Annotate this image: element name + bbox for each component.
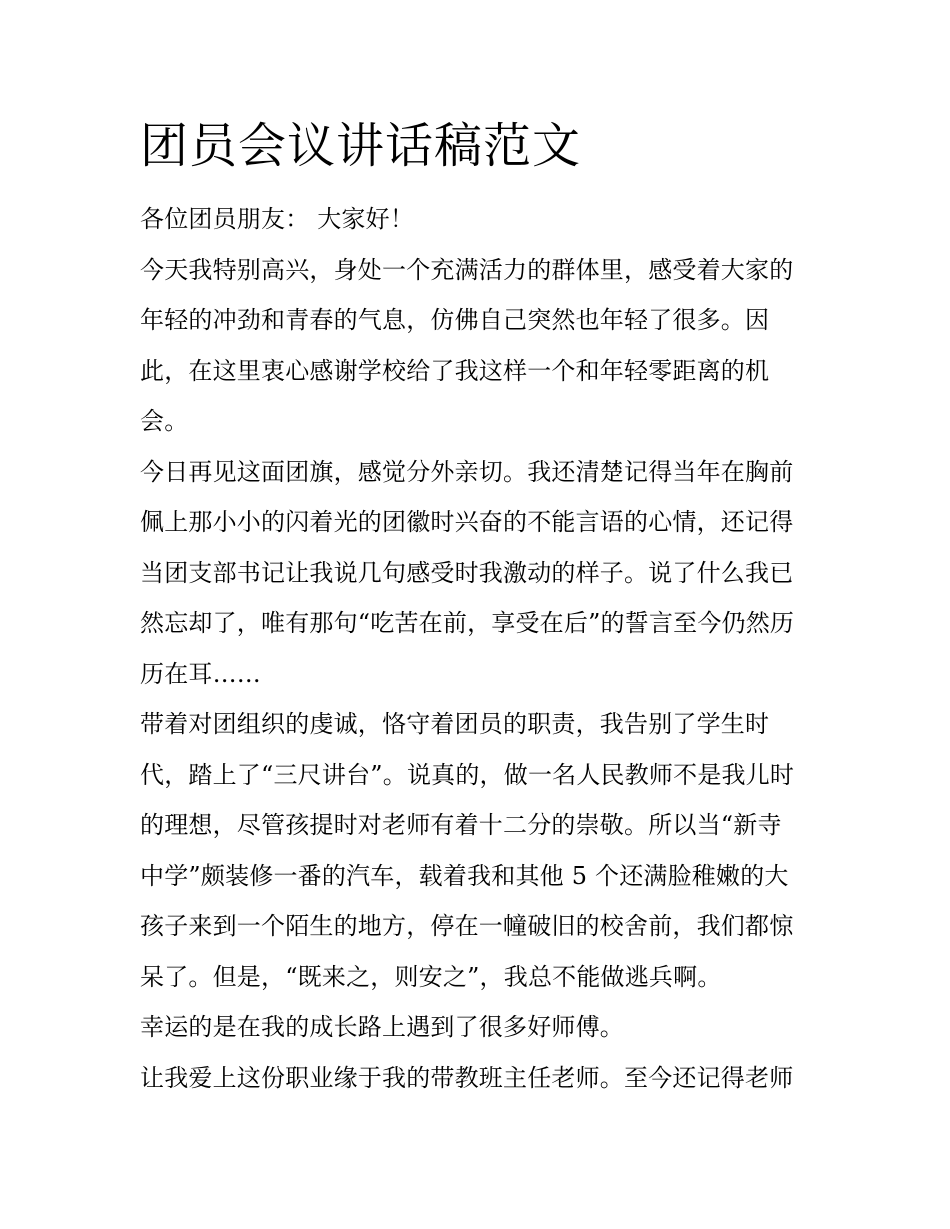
document-page bbox=[140, 110, 820, 1103]
text-line: 此，在这里衷心感谢学校给了我这样一个和年轻零距离的机 bbox=[140, 356, 770, 385]
text-line: 今日再见这面团旗，感觉分外亲切。我还清楚记得当年在胸前 bbox=[140, 457, 794, 486]
text-line: 幸运的是在我的成长路上遇到了很多好师傅。 bbox=[140, 1013, 624, 1041]
document-body bbox=[140, 194, 820, 1103]
text-line: 的理想，尽管孩提时对老师有着十二分的崇敬。所以当“新寺 bbox=[140, 811, 782, 839]
text-line: 让我爱上这份职业缘于我的带教班主任老师。至今还记得老师 bbox=[140, 1063, 794, 1092]
text-line: 孩子来到一个陌生的地方，停在一幢破旧的校舍前，我们都惊 bbox=[140, 912, 794, 940]
text-line: 今天我特别高兴，身处一个充满活力的群体里，感受着大家的 bbox=[140, 255, 794, 284]
text-line: 带着对团组织的虔诚，恪守着团员的职责，我告别了学生时 bbox=[140, 710, 770, 738]
text-line: 然忘却了，唯有那句“吃苦在前，享受在后”的誓言至今仍然历 bbox=[140, 609, 795, 637]
text-line: 代，踏上了“三尺讲台”。说真的，做一名人民教师不是我儿时 bbox=[140, 760, 795, 789]
text-line: 年轻的冲劲和青春的气息，仿佛自己突然也年轻了很多。因 bbox=[140, 306, 770, 334]
text-line: 当团支部书记让我说几句感受时我激动的样子。说了什么我已 bbox=[140, 558, 794, 587]
text-line: 会。 bbox=[140, 407, 189, 435]
text-line: 历在耳…… bbox=[140, 659, 261, 688]
text-line: 佩上那小小的闪着光的团徽时兴奋的不能言语的心情，还记得 bbox=[140, 508, 794, 536]
text-line-greeting: 各位团员朋友： 大家好！ bbox=[140, 205, 415, 233]
text-line: 中学”颇装修一番的汽车，载着我和其他 5 个还满脸稚嫩的大 bbox=[140, 861, 789, 890]
text-line: 呆了。但是，“既来之，则安之”，我总不能做逃兵啊。 bbox=[140, 962, 722, 991]
document-title: 团员会议讲话稿范文 bbox=[140, 118, 582, 174]
